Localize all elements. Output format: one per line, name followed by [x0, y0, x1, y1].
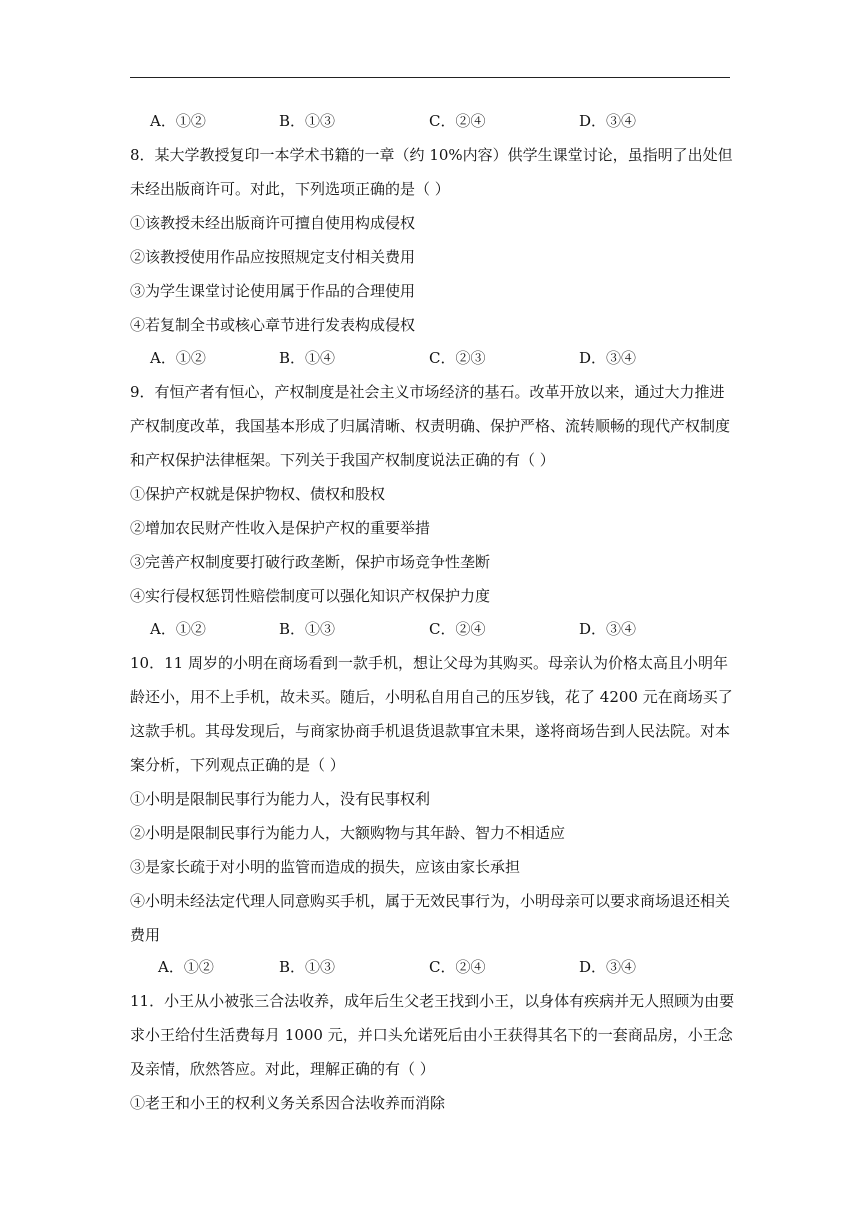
q10-stem-line: 10．11 周岁的小明在商场看到一款手机，想让父母为其购买。母亲认为价格太高且小明年: [130, 654, 728, 672]
q9-stem-line: 9．有恒产者有恒心，产权制度是社会主义市场经济的基石。改革开放以来，通过大力推进: [130, 383, 725, 401]
q10-option-d[interactable]: D．③④: [579, 958, 637, 976]
q9-statement: ①保护产权就是保护物权、债权和股权: [130, 485, 386, 503]
q8-statement: ①该教授未经出版商许可擅自使用构成侵权: [130, 214, 416, 232]
q11-statement: ①老王和小王的权利义务关系因合法收养而消除: [130, 1094, 446, 1112]
q9-option-c[interactable]: C．②④: [429, 620, 486, 638]
q10-stem-line: 这款手机。其母发现后，与商家协商手机退货退款事宜未果，遂将商场告到人民法院。对本: [130, 722, 731, 740]
q10-option-a[interactable]: A．①②: [158, 958, 214, 976]
q8-statement: ③为学生课堂讨论使用属于作品的合理使用: [130, 282, 416, 300]
q10-statement: ①小明是限制民事行为能力人，没有民事权利: [130, 790, 431, 808]
q10-statement: ②小明是限制民事行为能力人，大额购物与其年龄、智力不相适应: [130, 824, 566, 842]
q8-statement: ②该教授使用作品应按照规定支付相关费用: [130, 248, 416, 266]
q10-option-c[interactable]: C．②④: [429, 958, 486, 976]
q10-stem-line: 案分析，下列观点正确的是（ ）: [130, 756, 345, 774]
q11-stem-line: 求小王给付生活费每月 1000 元，并口头允诺死后由小王获得其名下的一套商品房，小王念: [130, 1026, 733, 1044]
q7-option-b[interactable]: B．①③: [279, 112, 336, 130]
q10-statement: ④小明未经法定代理人同意购买手机，属于无效民事行为，小明母亲可以要求商场退还相关: [130, 892, 731, 910]
q7-option-c[interactable]: C．②④: [429, 112, 486, 130]
q10-option-b[interactable]: B．①③: [279, 958, 336, 976]
q8-stem-line: 未经出版商许可。对此，下列选项正确的是（ ）: [130, 180, 450, 198]
q9-option-a[interactable]: A．①②: [150, 620, 206, 638]
q8-stem-line: 8．某大学教授复印一本学术书籍的一章（约 10%内容）供学生课堂讨论，虽指明了出处但: [130, 146, 733, 164]
q10-statement-continued: 费用: [130, 926, 161, 944]
q9-stem-line: 和产权保护法律框架。下列关于我国产权制度说法正确的有（ ）: [130, 451, 555, 469]
q9-statement: ④实行侵权惩罚性赔偿制度可以强化知识产权保护力度: [130, 587, 491, 605]
q11-stem-line: 及亲情，欣然答应。对此，理解正确的有（ ）: [130, 1060, 435, 1078]
q8-option-a[interactable]: A．①②: [150, 349, 206, 367]
q8-option-c[interactable]: C．②③: [429, 349, 486, 367]
q7-option-d[interactable]: D．③④: [579, 112, 637, 130]
header-rule: [130, 77, 730, 78]
q9-statement: ③完善产权制度要打破行政垄断，保护市场竞争性垄断: [130, 553, 491, 571]
q9-option-b[interactable]: B．①③: [279, 620, 336, 638]
q8-option-d[interactable]: D．③④: [579, 349, 637, 367]
q8-statement: ④若复制全书或核心章节进行发表构成侵权: [130, 316, 416, 334]
q8-option-b[interactable]: B．①④: [279, 349, 336, 367]
q9-stem-line: 产权制度改革，我国基本形成了归属清晰、权责明确、保护严格、流转顺畅的现代产权制度: [130, 417, 731, 435]
q10-stem-line: 龄还小，用不上手机，故未买。随后，小明私自用自己的压岁钱，花了 4200 元在商场买了: [130, 688, 733, 706]
q9-statement: ②增加农民财产性收入是保护产权的重要举措: [130, 519, 431, 537]
q9-option-d[interactable]: D．③④: [579, 620, 637, 638]
q10-statement: ③是家长疏于对小明的监管而造成的损失，应该由家长承担: [130, 858, 521, 876]
q11-stem-line: 11．小王从小被张三合法收养，成年后生父老王找到小王，以身体有疾病并无人照顾为由要: [130, 992, 735, 1010]
q7-option-a[interactable]: A．①②: [150, 112, 206, 130]
